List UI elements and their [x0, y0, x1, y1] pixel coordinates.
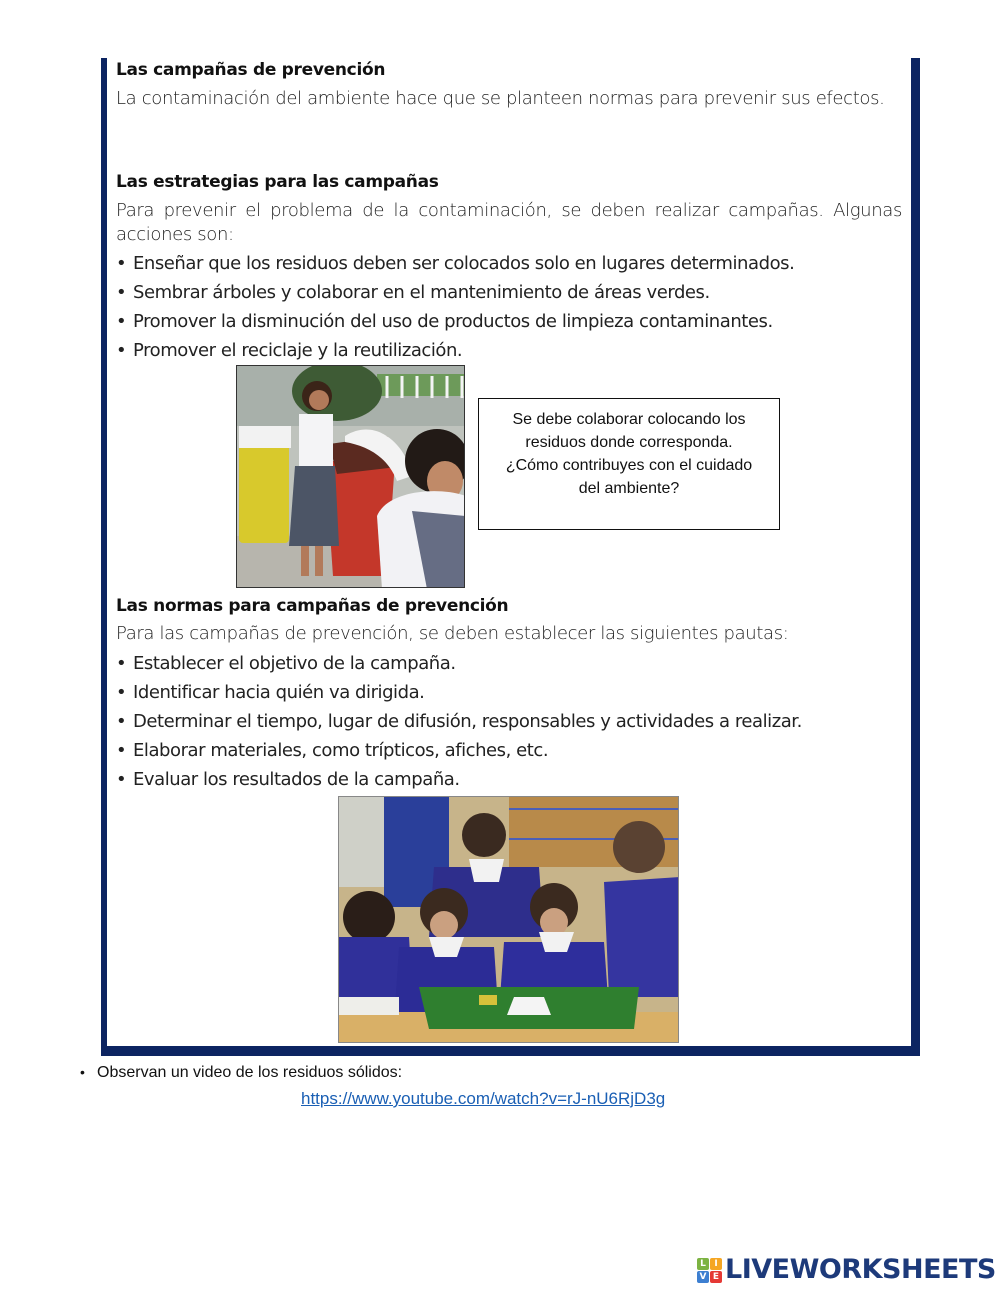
list-item: • Promover la disminución del uso de productos de limpieza contaminantes. [116, 307, 906, 336]
liveworksheets-logo [697, 1256, 996, 1284]
list-item: • Elaborar materiales, como trípticos, afiches, etc. [116, 736, 906, 765]
reflection-callout-box [478, 398, 780, 530]
norms-list [116, 649, 906, 794]
list-item: • Promover el reciclaje y la reutilización. [116, 336, 906, 365]
bullet-icon: • [116, 282, 127, 303]
photo-students-working-model [338, 796, 679, 1043]
activity-text: Observan un video de los residuos sólidos: [97, 1064, 403, 1081]
section-heading-norms: Las normas para campañas de prevención [116, 596, 509, 616]
logo-wordmark: LIVEWORKSHEETS [725, 1254, 996, 1285]
list-item: • Identificar hacia quién va dirigida. [116, 678, 906, 707]
section-paragraph-norms: Para las campañas de prevención, se deben establecer las siguientes pautas: [116, 623, 789, 644]
bullet-icon: • [116, 253, 127, 274]
youtube-video-link[interactable]: https://www.youtube.com/watch?v=rJ-nU6RjD3g [301, 1089, 666, 1108]
photo-illustration [339, 797, 679, 1043]
photo-children-recycling-bins [236, 365, 465, 588]
bullet-icon: • [116, 311, 127, 332]
section-heading-strategies: Las estrategias para las campañas [116, 172, 439, 192]
list-item: • Evaluar los resultados de la campaña. [116, 765, 906, 794]
list-item: • Determinar el tiempo, lugar de difusión, responsables y actividades a realizar. [116, 707, 906, 736]
list-item: • Establecer el objetivo de la campaña. [116, 649, 906, 678]
bullet-icon: • [116, 711, 127, 732]
callout-line: del ambiente? [578, 480, 680, 497]
section-paragraph-strategies: Para prevenir el problema de la contaminación, se deben realizar campañas. Algunas acciones son: [116, 200, 902, 245]
bullet-icon: • [116, 653, 127, 674]
section-paragraph-prevention-campaigns: La contaminación del ambiente hace que se planteen normas para prevenir sus efectos. [116, 88, 885, 109]
callout-line: Se debe colaborar colocando los [512, 411, 746, 428]
bullet-icon: • [116, 740, 127, 761]
list-item: • Sembrar árboles y colaborar en el mantenimiento de áreas verdes. [116, 278, 906, 307]
callout-line: residuos donde corresponda. [525, 434, 733, 451]
bullet-icon: • [116, 769, 127, 790]
bullet-icon: • [116, 682, 127, 703]
bullet-icon: • [80, 1064, 85, 1080]
live-tile-icon: L I V E [697, 1258, 722, 1283]
photo-illustration [237, 366, 465, 588]
list-item: • Enseñar que los residuos deben ser colocados solo en lugares determinados. [116, 249, 906, 278]
bullet-icon: • [116, 340, 127, 361]
section-heading-prevention-campaigns: Las campañas de prevención [116, 60, 386, 80]
strategies-list [116, 249, 906, 365]
callout-line: ¿Cómo contribuyes con el cuidado [505, 457, 753, 474]
activity-bullet [80, 1064, 402, 1082]
